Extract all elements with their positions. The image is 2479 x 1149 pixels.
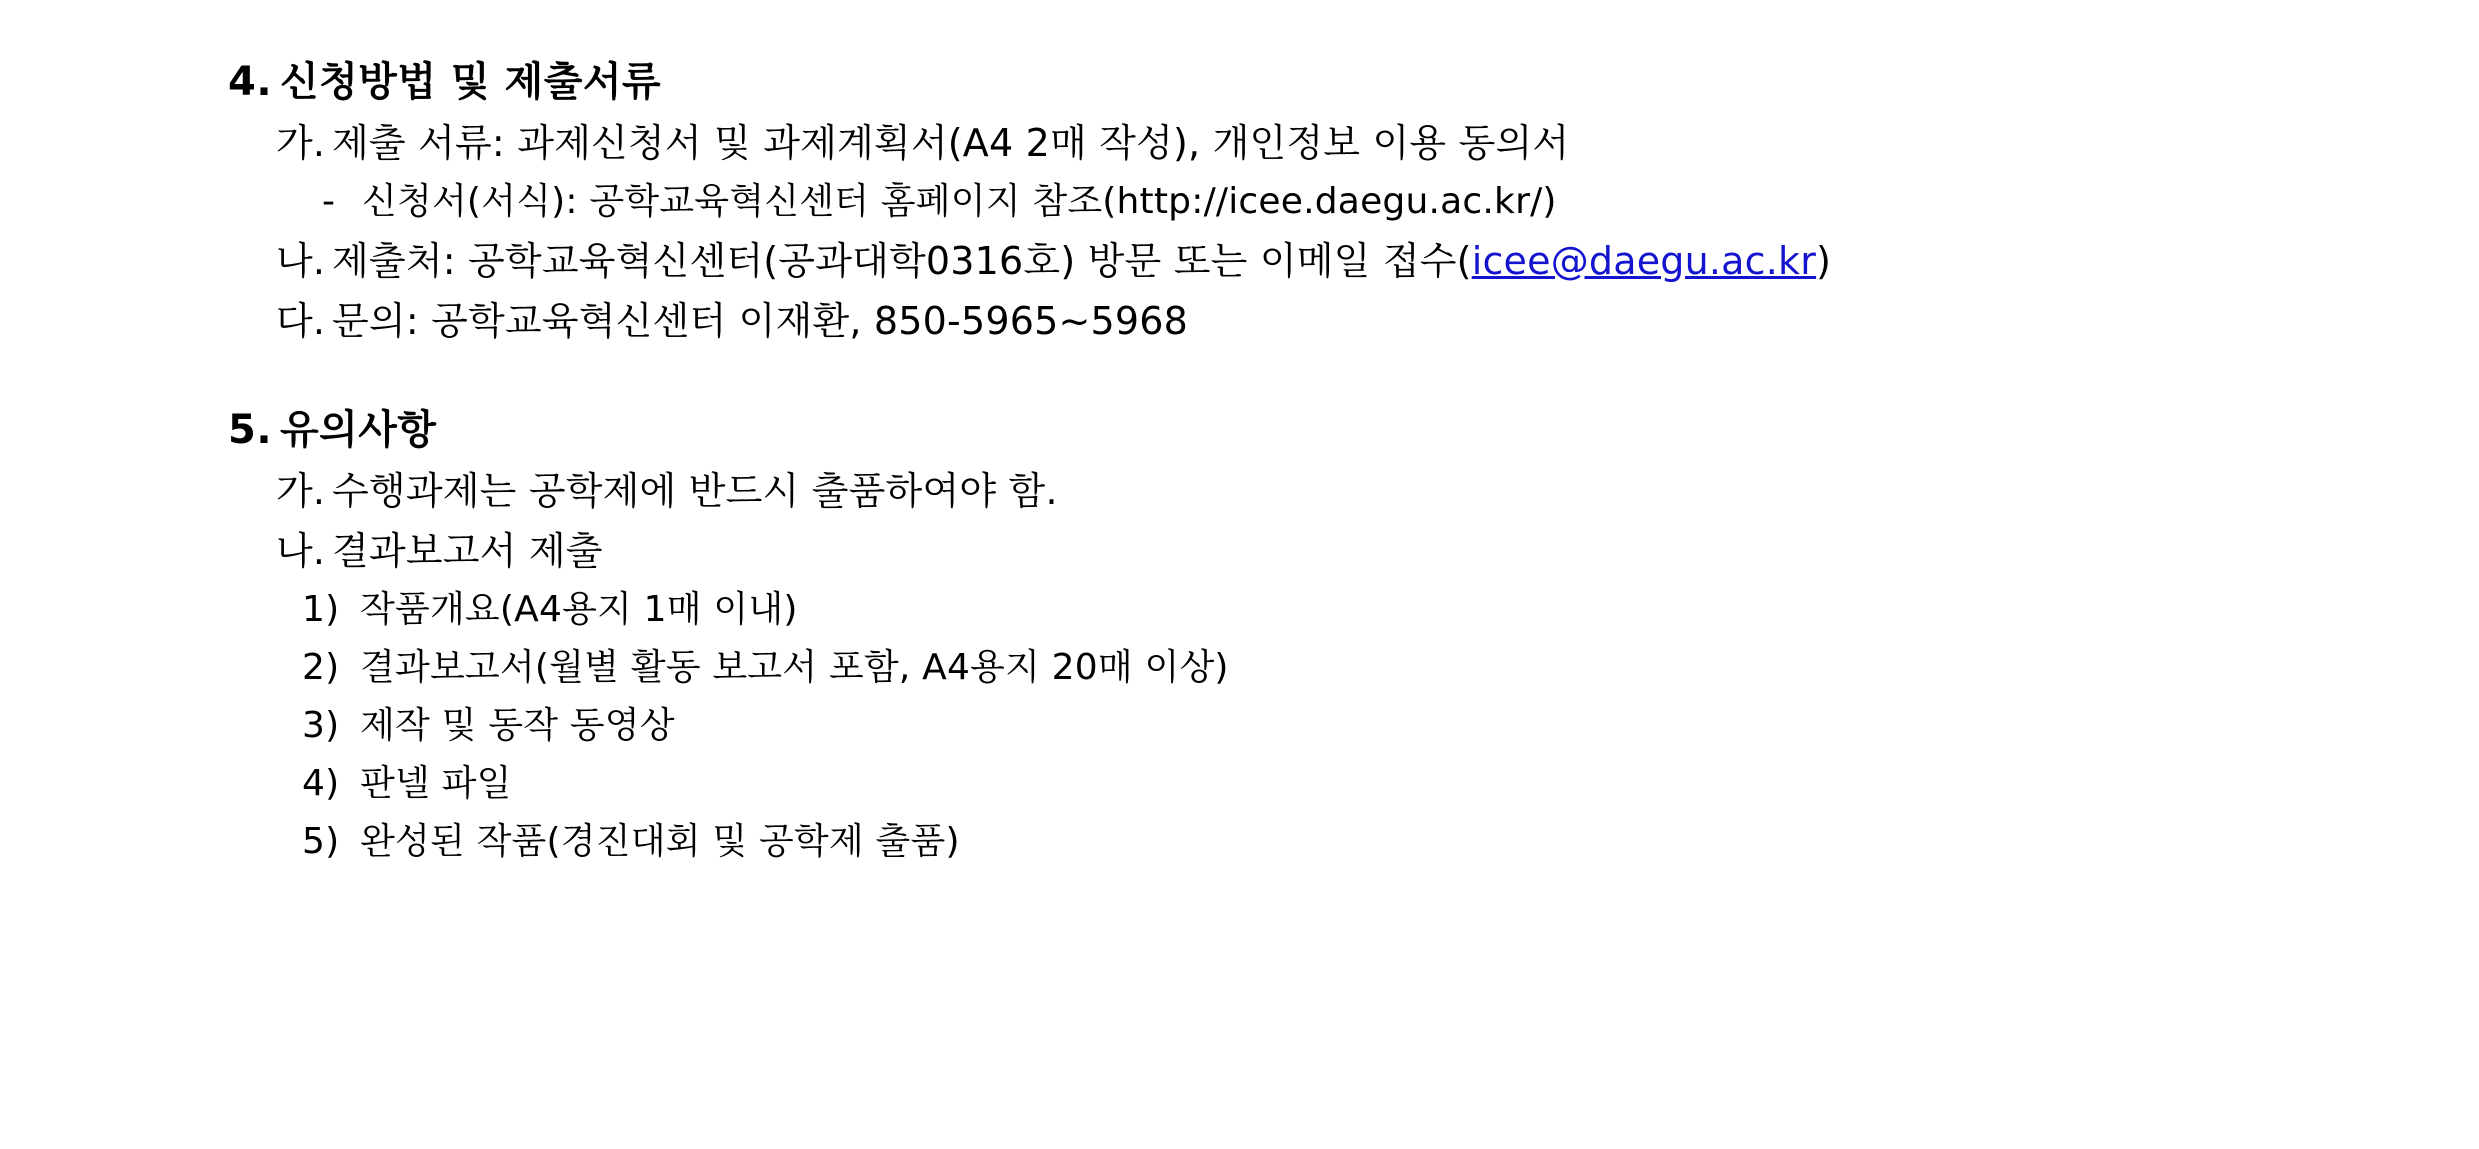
section-4-heading xyxy=(0,59,2479,105)
section-5-item-2-marker: 2) xyxy=(302,647,340,688)
email-link[interactable]: icee@daegu.ac.kr xyxy=(1471,239,1817,283)
section-5-heading xyxy=(0,407,2479,453)
section-4-item-ga-marker: 가. xyxy=(276,121,326,165)
section-4-item-ga xyxy=(0,121,2479,165)
section-5-item-3-text: 제작 및 동작 동영상 xyxy=(360,705,675,746)
section-5-item-1 xyxy=(0,589,2479,630)
section-5-item-4-text: 판넬 파일 xyxy=(360,763,512,804)
section-4-item-da xyxy=(0,299,2479,343)
section-5-item-ga xyxy=(0,469,2479,513)
section-5-item-ga-text: 수행과제는 공학제에 반드시 출품하여야 함. xyxy=(332,469,1058,513)
section-4-item-na-text-after: ) xyxy=(1816,239,1832,283)
section-5-number: 5. xyxy=(228,407,273,453)
section-5-item-2 xyxy=(0,647,2479,688)
section-4-title: 신청방법 및 제출서류 xyxy=(280,59,662,105)
section-5-item-5-marker: 5) xyxy=(302,821,340,862)
section-4 xyxy=(0,59,2479,343)
section-5-item-4-marker: 4) xyxy=(302,763,340,804)
section-5-item-5-text: 완성된 작품(경진대회 및 공학제 출품) xyxy=(360,821,960,862)
section-4-item-na-text: 제출처: 공학교육혁신센터(공과대학0316호) 방문 또는 이메일 접수( xyxy=(332,239,1472,283)
section-5 xyxy=(0,407,2479,862)
section-5-item-5 xyxy=(0,821,2479,862)
section-5-item-1-marker: 1) xyxy=(302,589,340,630)
section-5-title: 유의사항 xyxy=(280,407,437,453)
section-4-item-da-text: 문의: 공학교육혁신센터 이재환, 850-5965~5968 xyxy=(332,299,1189,343)
section-spacer xyxy=(0,362,2479,410)
section-5-item-4 xyxy=(0,763,2479,804)
section-5-item-1-text: 작품개요(A4용지 1매 이내) xyxy=(360,589,798,630)
section-5-item-na xyxy=(0,529,2479,573)
section-4-item-ga-text: 제출 서류: 과제신청서 및 과제계획서(A4 2매 작성), 개인정보 이용 동의서 xyxy=(332,121,1570,165)
section-5-item-ga-marker: 가. xyxy=(276,469,326,513)
section-4-number: 4. xyxy=(228,59,273,105)
section-5-item-3 xyxy=(0,705,2479,746)
section-4-item-na xyxy=(0,239,2479,283)
section-4-item-dash-text: 신청서(서식): 공학교육혁신센터 홈페이지 참조(http://icee.daegu.ac.kr/) xyxy=(362,181,1557,222)
section-5-item-3-marker: 3) xyxy=(302,705,340,746)
section-5-item-2-text: 결과보고서(월별 활동 보고서 포함, A4용지 20매 이상) xyxy=(360,647,1229,688)
section-4-item-dash-marker: - xyxy=(322,181,336,222)
section-5-item-na-marker: 나. xyxy=(276,529,326,573)
section-4-item-na-marker: 나. xyxy=(276,239,326,283)
section-4-item-dash xyxy=(0,181,2479,222)
section-5-item-na-text: 결과보고서 제출 xyxy=(332,529,603,573)
section-4-item-da-marker: 다. xyxy=(276,299,326,343)
